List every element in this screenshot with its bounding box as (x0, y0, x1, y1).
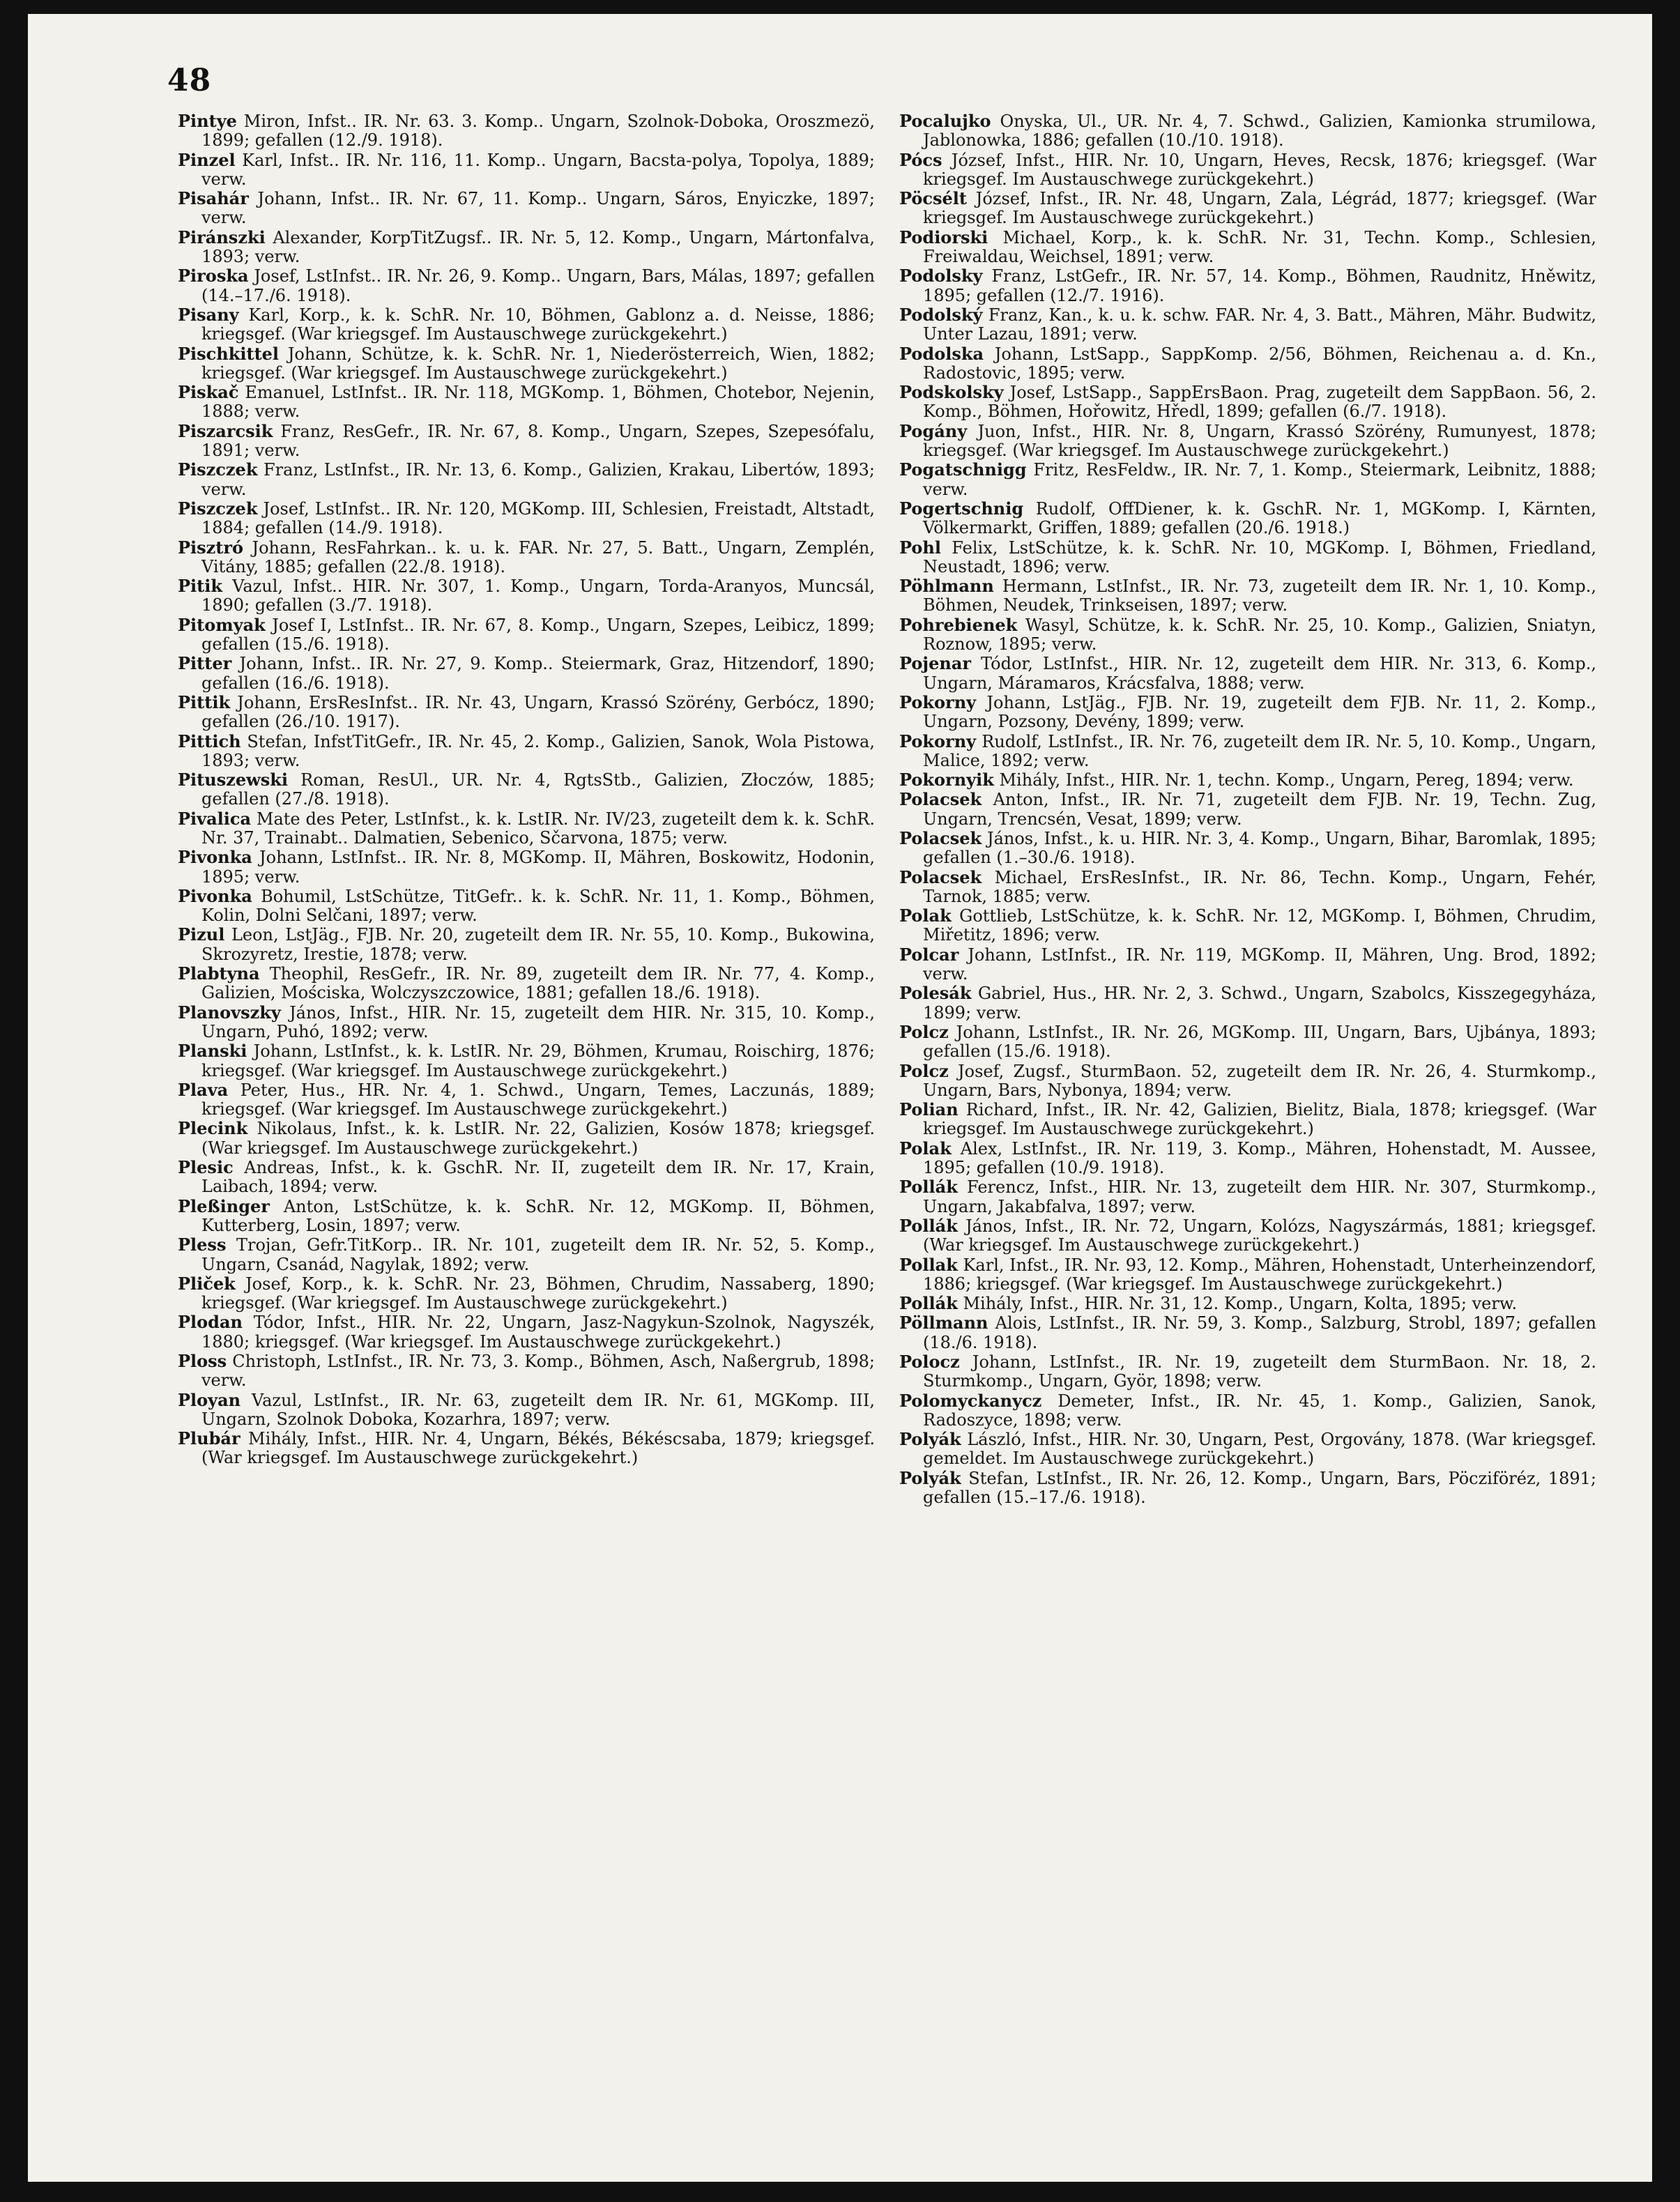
entry-details: Franz, LstInfst., IR. Nr. 13, 6. Komp., Galizien, Krakau, Libertów, 1893; verw. (201, 460, 875, 499)
entry-surname: Podolska (899, 343, 984, 364)
entry-surname: Piszarcsik (178, 420, 273, 441)
entry-surname: Pogertschnig (899, 498, 1024, 519)
entry-surname: Piroska (178, 266, 249, 286)
entry-surname: Piszczek (178, 459, 258, 480)
entry-surname: Pless (178, 1234, 227, 1255)
entry-surname: Pokorny (899, 731, 977, 751)
entry-details: Johann, LstInfst., IR. Nr. 26, MGKomp. III, Ungarn, Bars, Ujbánya, 1893; gefallen (15./6. 1918). (923, 1022, 1596, 1062)
entry-surname: Planski (178, 1041, 247, 1062)
casualty-entry (178, 1197, 875, 1236)
entry-surname: Pitik (178, 576, 222, 597)
entry-surname: Plecink (178, 1118, 248, 1139)
entry-surname: Polomyckanycz (899, 1390, 1042, 1411)
entry-surname: Pittik (178, 691, 231, 712)
casualty-entry (178, 964, 875, 1003)
casualty-entry (899, 538, 1596, 577)
entry-details: László, Infst., HIR. Nr. 30, Ungarn, Pest, Orgovány, 1878. (War kriegsgef. gemeldet. Im Austauschwege zurückgekehrt.) (923, 1430, 1596, 1469)
entry-details: Bohumil, LstSchütze, TitGefr.. k. k. SchR. Nr. 11, 1. Komp., Böhmen, Kolin, Dolni Selčani, 1897; verw. (201, 886, 875, 926)
casualty-entry (178, 344, 875, 383)
entry-details: Michael, Korp., k. k. SchR. Nr. 31, Techn. Komp., Schlesien, Freiwaldau, Weichsel, 1891; verw. (923, 227, 1596, 267)
casualty-entry (178, 383, 875, 422)
casualty-entry (899, 1352, 1596, 1391)
entry-surname: Pliček (178, 1273, 236, 1294)
left-column (178, 112, 875, 1468)
casualty-entry (899, 1062, 1596, 1101)
casualty-entry (178, 616, 875, 655)
entry-details: Juon, Infst., HIR. Nr. 8, Ungarn, Krassó Szörény, Rumunyest, 1878; kriegsgef. (War kriegsgef. Im Austauschwege zurückgekehrt.) (923, 421, 1596, 461)
casualty-entry (899, 984, 1596, 1023)
entry-details: Hermann, LstInfst., IR. Nr. 73, zugeteilt dem IR. Nr. 1, 10. Komp., Böhmen, Neudek, Trinkseisen, 1897; verw. (923, 576, 1596, 616)
casualty-entry (178, 770, 875, 809)
casualty-entry (899, 499, 1596, 538)
entry-surname: Planovszky (178, 1002, 281, 1023)
casualty-entry (899, 1100, 1596, 1139)
entry-details: Karl, Korp., k. k. SchR. Nr. 10, Böhmen, Gablonz a. d. Neisse, 1886; kriegsgef. (War kriegsgef. Im Austauschwege zurückgekehrt.) (201, 305, 875, 344)
entry-details: Vazul, Infst.. HIR. Nr. 307, 1. Komp., Ungarn, Torda-Aranyos, Muncsál, 1890; gefallen (3./7. 1918). (201, 576, 875, 616)
entry-details: János, Infst., HIR. Nr. 15, zugeteilt dem HIR. Nr. 315, 10. Komp., Ungarn, Puhó, 1892; verw. (201, 1002, 876, 1041)
entry-surname: Piskač (178, 382, 239, 403)
entry-details: Emanuel, LstInfst.. IR. Nr. 118, MGKomp. 1, Böhmen, Chotebor, Nejenin, 1888; verw. (201, 383, 875, 422)
entry-details: Michael, ErsResInfst., IR. Nr. 86, Techn. Komp., Ungarn, Fehér, Tarnok, 1885; verw. (923, 867, 1596, 906)
casualty-entry (899, 1391, 1596, 1430)
entry-surname: Pollák (899, 1215, 958, 1236)
entry-details: Johann, Infst.. IR. Nr. 27, 9. Komp.. Steiermark, Graz, Hitzendorf, 1890; gefallen (16./6. 1918). (201, 654, 875, 693)
casualty-entry (899, 1023, 1596, 1062)
entry-surname: Polcar (899, 944, 959, 965)
entry-details: Felix, LstSchütze, k. k. SchR. Nr. 10, MGKomp. I, Böhmen, Friedland, Neustadt, 1896; verw. (923, 537, 1596, 576)
casualty-entry (178, 1041, 875, 1080)
entry-details: Trojan, Gefr.TitKorp.. IR. Nr. 101, zugeteilt dem IR. Nr. 52, 5. Komp., Ungarn, Csanád, Nagylak, 1892; verw. (201, 1235, 875, 1274)
entry-details: Anton, Infst., IR. Nr. 71, zugeteilt dem FJB. Nr. 19, Techn. Zug, Ungarn, Trencsén, Vesat, 1899; verw. (923, 790, 1597, 829)
entry-details: Christoph, LstInfst., IR. Nr. 73, 3. Komp., Böhmen, Asch, Naßergrub, 1898; verw. (201, 1352, 875, 1391)
entry-surname: Pollak (899, 1254, 958, 1275)
casualty-entry (178, 1080, 875, 1119)
casualty-entry (178, 887, 875, 926)
entry-surname: Podskolsky (899, 382, 1004, 403)
entry-details: Johann, LstInfst., IR. Nr. 119, MGKomp. II, Mähren, Ung. Brod, 1892; verw. (923, 945, 1596, 984)
entry-surname: Polcz (899, 1060, 949, 1081)
casualty-entry (899, 576, 1596, 616)
casualty-entry (899, 790, 1596, 829)
entry-surname: Pintye (178, 111, 237, 131)
entry-details: Josef, LstInfst.. IR. Nr. 26, 9. Komp.. Ungarn, Bars, Málas, 1897; gefallen (14.–17./6. 1918). (201, 266, 875, 305)
entry-surname: Piránszki (178, 227, 266, 247)
entry-surname: Pivalica (178, 808, 252, 829)
entry-surname: Podolsky (899, 266, 983, 286)
entry-details: József, Infst., IR. Nr. 48, Ungarn, Zala, Légrád, 1877; kriegsgef. (War kriegsgef. Im Austauschwege zurückgekehrt.) (923, 189, 1596, 228)
entry-surname: Podiorski (899, 227, 988, 247)
entry-details: Johann, LstSapp., SappKomp. 2/56, Böhmen, Reichenau a. d. Kn., Radostovic, 1895; verw. (923, 344, 1596, 383)
entry-details: Tódor, Infst., HIR. Nr. 22, Ungarn, Jasz-Nagykun-Szolnok, Nagyszék, 1880; kriegsgef. (War kriegsgef. Im Austauschwege zurückgekehrt.) (201, 1313, 875, 1352)
entry-details: Alex, LstInfst., IR. Nr. 119, 3. Komp., Mähren, Hohenstadt, M. Aussee, 1895; gefallen (10./9. 1918). (923, 1138, 1597, 1178)
casualty-entry (899, 460, 1596, 499)
entry-details: Tódor, LstInfst., HIR. Nr. 12, zugeteilt dem HIR. Nr. 313, 6. Komp., Ungarn, Máramaros, Krácsfalva, 1888; verw. (923, 654, 1596, 693)
entry-surname: Plubár (178, 1428, 240, 1449)
entry-details: Stefan, InfstTitGefr., IR. Nr. 45, 2. Komp., Galizien, Sanok, Wola Pistowa, 1893; verw. (201, 731, 875, 770)
casualty-entry (899, 693, 1596, 732)
casualty-entry (178, 732, 875, 771)
entry-details: Wasyl, Schütze, k. k. SchR. Nr. 25, 10. Komp., Galizien, Sniatyn, Roznow, 1895; verw. (923, 615, 1596, 655)
entry-surname: Pocalujko (899, 111, 991, 131)
entry-details: Johann, LstInfst., k. k. LstIR. Nr. 29, Böhmen, Krumau, Roischirg, 1876; kriegsgef. (War kriegsgef. Im Austauschwege zurückgekehrt.) (201, 1041, 875, 1080)
entry-details: Josef, Zugsf., SturmBaon. 52, zugeteilt dem IR. Nr. 26, 4. Sturmkomp., Ungarn, Bars, Nybonya, 1894; verw. (923, 1061, 1596, 1100)
casualty-entry (178, 1274, 875, 1313)
entry-details: Alexander, KorpTitZugsf.. IR. Nr. 5, 12. Komp., Ungarn, Mártonfalva, 1893; verw. (201, 227, 875, 267)
entry-surname: Plava (178, 1079, 229, 1100)
casualty-entry (178, 538, 875, 577)
casualty-entry (899, 1216, 1596, 1255)
casualty-entry (899, 151, 1596, 190)
entry-surname: Polyák (899, 1429, 961, 1450)
book-page (28, 14, 1652, 2182)
entry-surname: Plodan (178, 1312, 243, 1333)
casualty-entry (899, 1177, 1596, 1216)
casualty-entry (899, 829, 1596, 868)
entry-details: János, Infst., k. u. HIR. Nr. 3, 4. Komp., Ungarn, Bihar, Baromlak, 1895; gefallen (1.–30./6. 1918). (923, 828, 1596, 868)
entry-surname: Pisztró (178, 537, 244, 558)
entry-details: József, Infst., HIR. Nr. 10, Ungarn, Heves, Recsk, 1876; kriegsgef. (War kriegsgef. Im Austauschwege zurückgekehrt.) (923, 150, 1596, 189)
casualty-entry (178, 1003, 875, 1042)
entry-surname: Pogány (899, 420, 968, 441)
casualty-entry (178, 112, 875, 151)
casualty-entry (899, 770, 1596, 790)
entry-surname: Polyák (899, 1467, 961, 1488)
casualty-entry (899, 906, 1596, 945)
entry-details: Richard, Infst., IR. Nr. 42, Galizien, Bielitz, Biala, 1878; kriegsgef. (War kriegsgef. Im Austauschwege zurückgekehrt.) (923, 1100, 1596, 1139)
casualty-entry (178, 848, 875, 887)
casualty-entry (899, 1294, 1596, 1313)
casualty-entry (899, 189, 1596, 228)
entry-details: Rudolf, LstInfst., IR. Nr. 76, zugeteilt dem IR. Nr. 5, 10. Komp., Ungarn, Malice, 1892; verw. (923, 731, 1596, 770)
casualty-entry (178, 1313, 875, 1352)
casualty-entry (178, 189, 875, 228)
entry-surname: Pollák (899, 1293, 958, 1314)
casualty-entry (178, 1352, 875, 1391)
entry-details: Mihály, Infst., HIR. Nr. 4, Ungarn, Békés, Békéscsaba, 1879; kriegsgef. (War kriegsgef. Im Austauschwege zurückgekehrt.) (201, 1429, 875, 1468)
entry-surname: Pischkittel (178, 343, 280, 364)
entry-details: Karl, Infst.. IR. Nr. 116, 11. Komp.. Ungarn, Bacsta-polya, Topolya, 1889; verw. (201, 150, 875, 189)
entry-surname: Pócs (899, 149, 942, 170)
entry-details: Leon, LstJäg., FJB. Nr. 20, zugeteilt dem IR. Nr. 55, 10. Komp., Bukowina, Skrozyretz, Irestie, 1878; verw. (201, 925, 875, 964)
casualty-entry (899, 422, 1596, 461)
casualty-entry (899, 112, 1596, 151)
entry-surname: Piszczek (178, 498, 258, 519)
entry-surname: Polacsek (899, 789, 982, 810)
casualty-entry (899, 945, 1596, 984)
casualty-entry (899, 1313, 1596, 1352)
casualty-entry (178, 1235, 875, 1274)
entry-details: Gabriel, Hus., HR. Nr. 2, 3. Schwd., Ungarn, Szabolcs, Kisszegegyháza, 1899; verw. (923, 984, 1596, 1023)
entry-surname: Polocz (899, 1352, 960, 1372)
entry-details: Nikolaus, Infst., k. k. LstIR. Nr. 22, Galizien, Kosów 1878; kriegsgef. (War kriegsgef. Im Austauschwege zurückgekehrt.) (201, 1119, 875, 1158)
entry-details: Miron, Infst.. IR. Nr. 63. 3. Komp.. Ungarn, Szolnok-Doboka, Oroszmezö, 1899; gefallen (12./9. 1918). (201, 112, 875, 151)
casualty-entry (899, 344, 1596, 383)
entry-surname: Pleßinger (178, 1195, 270, 1216)
entry-details: Alois, LstInfst., IR. Nr. 59, 3. Komp., Salzburg, Strobl, 1897; gefallen (18./6. 1918). (923, 1313, 1596, 1352)
entry-surname: Ploss (178, 1351, 227, 1371)
casualty-entry (899, 732, 1596, 771)
entry-details: Roman, ResUl., UR. Nr. 4, RgtsStb., Galizien, Złoczów, 1885; gefallen (27./8. 1918). (201, 770, 875, 809)
entry-details: Johann, ResFahrkan.. k. u. k. FAR. Nr. 27, 5. Batt., Ungarn, Zemplén, Vitány, 1885; gefallen (22./8. 1918). (201, 537, 875, 576)
casualty-entry (178, 693, 875, 732)
entry-surname: Ployan (178, 1389, 241, 1410)
entry-details: Ferencz, Infst., HIR. Nr. 13, zugeteilt dem HIR. Nr. 307, Sturmkomp., Ungarn, Jakabfalva, 1897; verw. (923, 1177, 1596, 1216)
entry-surname: Pokorny (899, 691, 977, 712)
entry-surname: Polak (899, 905, 952, 926)
entry-details: Franz, Kan., k. u. k. schw. FAR. Nr. 4, 3. Batt., Mähren, Mähr. Budwitz, Unter Lazau, 1891; verw. (923, 305, 1596, 344)
entry-details: Johann, Infst.. IR. Nr. 67, 11. Komp.. Ungarn, Sáros, Enyiczke, 1897; verw. (201, 189, 875, 228)
entry-surname: Pisahár (178, 188, 249, 209)
entry-details: Karl, Infst., IR. Nr. 93, 12. Komp., Mähren, Hohenstadt, Unterheinzendorf, 1886; kriegsgef. (War kriegsgef. Im Austauschwege zurückgekehrt.) (923, 1255, 1596, 1294)
entry-details: Johann, LstInfst.. IR. Nr. 8, MGKomp. II, Mähren, Boskowitz, Hodonin, 1895; verw. (201, 848, 875, 887)
casualty-entry (178, 151, 875, 190)
entry-details: Peter, Hus., HR. Nr. 4, 1. Schwd., Ungarn, Temes, Laczunás, 1889; kriegsgef. (War kriegsgef. Im Austauschwege zurückgekehrt.) (201, 1080, 876, 1119)
entry-surname: Pohrebienek (899, 614, 1018, 635)
right-column (899, 112, 1596, 1507)
casualty-entry (899, 1255, 1596, 1294)
casualty-entry (899, 228, 1596, 267)
entry-details: Anton, LstSchütze, k. k. SchR. Nr. 12, MGKomp. II, Böhmen, Kutterberg, Losin, 1897; verw. (201, 1196, 875, 1235)
entry-surname: Pöhlmann (899, 576, 994, 597)
casualty-entry (899, 616, 1596, 655)
entry-surname: Pittich (178, 731, 241, 751)
entry-details: Josef, Korp., k. k. SchR. Nr. 23, Böhmen, Chrudim, Nassaberg, 1890; kriegsgef. (War kriegsgef. Im Austauschwege zurückgekehrt.) (201, 1274, 875, 1313)
entry-surname: Plabtyna (178, 963, 260, 984)
entry-surname: Pokornyik (899, 770, 994, 790)
entry-surname: Plesic (178, 1157, 234, 1178)
casualty-entry (178, 460, 875, 499)
entry-details: Andreas, Infst., k. k. GschR. Nr. II, zugeteilt dem IR. Nr. 17, Krain, Laibach, 1894; verw. (201, 1158, 875, 1197)
casualty-entry (899, 654, 1596, 693)
page-number: 48 (167, 63, 212, 98)
entry-details: Josef, LstSapp., SappErsBaon. Prag, zugeteilt dem SappBaon. 56, 2. Komp., Böhmen, Hořowitz, Hředl, 1899; gefallen (6./7. 1918). (923, 383, 1596, 422)
casualty-entry (899, 383, 1596, 422)
entry-surname: Pizul (178, 924, 225, 945)
entry-surname: Pojenar (899, 653, 972, 674)
entry-details: Franz, ResGefr., IR. Nr. 67, 8. Komp., Ungarn, Szepes, Szepesófalu, 1891; verw. (201, 421, 875, 461)
entry-details: Josef, LstInfst.. IR. Nr. 120, MGKomp. III, Schlesien, Freistadt, Altstadt, 1884; gefallen (14./9. 1918). (201, 498, 875, 538)
entry-surname: Polak (899, 1138, 952, 1159)
entry-surname: Pogatschnigg (899, 459, 1027, 480)
casualty-entry (899, 868, 1596, 907)
casualty-entry (178, 228, 875, 267)
casualty-entry (899, 266, 1596, 305)
entry-details: Onyska, Ul., UR. Nr. 4, 7. Schwd., Galizien, Kamionka strumilowa, Jablonowka, 1886; gefallen (10./10. 1918). (923, 112, 1596, 151)
entry-details: Fritz, ResFeldw., IR. Nr. 7, 1. Komp., Steiermark, Leibnitz, 1888; verw. (923, 460, 1596, 499)
entry-details: János, Infst., IR. Nr. 72, Ungarn, Kolózs, Nagyszármás, 1881; kriegsgef. (War kriegsgef. Im Austauschwege zurückgekehrt.) (923, 1216, 1596, 1255)
casualty-entry (178, 1119, 875, 1158)
casualty-entry (178, 1158, 875, 1197)
casualty-entry (899, 1469, 1596, 1508)
casualty-entry (899, 1430, 1596, 1469)
entry-surname: Pöcsélt (899, 188, 968, 209)
entry-surname: Pitter (178, 653, 232, 674)
entry-surname: Pivonka (178, 847, 252, 868)
entry-details: Mihály, Infst., HIR. Nr. 1, techn. Komp., Ungarn, Pereg, 1894; verw. (999, 770, 1574, 790)
entry-surname: Podolský (899, 304, 983, 325)
entry-details: Johann, LstJäg., FJB. Nr. 19, zugeteilt dem FJB. Nr. 11, 2. Komp., Ungarn, Pozsony, Devény, 1899; verw. (923, 692, 1596, 732)
entry-details: Johann, ErsResInfst.. IR. Nr. 43, Ungarn, Krassó Szörény, Gerbócz, 1890; gefallen (26./10. 1917). (201, 692, 875, 732)
casualty-entry (178, 266, 875, 305)
entry-details: Rudolf, OffDiener, k. k. GschR. Nr. 1, MGKomp. I, Kärnten, Völkermarkt, Griffen, 1889; gefallen (20./6. 1918.) (923, 498, 1596, 538)
casualty-entry (178, 654, 875, 693)
entry-surname: Polcz (899, 1021, 949, 1042)
casualty-entry (899, 305, 1596, 344)
entry-details: Johann, LstInfst., IR. Nr. 19, zugeteilt dem SturmBaon. Nr. 18, 2. Sturmkomp., Ungarn, Györ, 1898; verw. (923, 1352, 1596, 1391)
entry-details: Vazul, LstInfst., IR. Nr. 63, zugeteilt dem IR. Nr. 61, MGKomp. III, Ungarn, Szolnok Doboka, Kozarhra, 1897; verw. (201, 1390, 875, 1429)
entry-surname: Polesák (899, 983, 972, 1004)
entry-surname: Pollák (899, 1177, 958, 1198)
entry-surname: Polacsek (899, 827, 982, 848)
entry-details: Theophil, ResGefr., IR. Nr. 89, zugeteilt dem IR. Nr. 77, 4. Komp., Galizien, Mościska, Wolczyszczowice, 1881; gefallen 18./6. 1918). (201, 964, 875, 1003)
entry-surname: Polacsek (899, 866, 982, 887)
casualty-entry (178, 305, 875, 344)
entry-surname: Polian (899, 1099, 959, 1120)
casualty-entry (178, 576, 875, 616)
casualty-entry (178, 1391, 875, 1430)
entry-surname: Pituszewski (178, 770, 289, 790)
entry-details: Stefan, LstInfst., IR. Nr. 26, 12. Komp., Ungarn, Bars, Pöcziföréz, 1891; gefallen (15.–17./6. 1918). (923, 1468, 1596, 1508)
casualty-entry (178, 422, 875, 461)
entry-surname: Pisany (178, 304, 239, 325)
entry-details: Mihály, Infst., HIR. Nr. 31, 12. Komp., Ungarn, Kolta, 1895; verw. (963, 1294, 1518, 1314)
entry-surname: Pohl (899, 537, 941, 558)
casualty-entry (178, 1429, 875, 1468)
entry-details: Demeter, Infst., IR. Nr. 45, 1. Komp., Galizien, Sanok, Radoszyce, 1898; verw. (923, 1391, 1596, 1430)
casualty-entry (178, 925, 875, 964)
entry-surname: Pitomyak (178, 614, 266, 635)
casualty-entry (899, 1139, 1596, 1178)
entry-details: Mate des Peter, LstInfst., k. k. LstIR. Nr. IV/23, zugeteilt dem k. k. SchR. Nr. 37, Trainabt.. Dalmatien, Sebenico, Sčarvona, 1875; verw. (201, 809, 876, 848)
entry-surname: Pivonka (178, 885, 252, 906)
entry-details: Franz, LstGefr., IR. Nr. 57, 14. Komp., Böhmen, Raudnitz, Hněwitz, 1895; gefallen (12./7. 1916). (923, 266, 1596, 305)
entry-details: Johann, Schütze, k. k. SchR. Nr. 1, Niederösterreich, Wien, 1882; kriegsgef. (War kriegsgef. Im Austauschwege zurückgekehrt.) (201, 344, 875, 383)
entry-details: Gottlieb, LstSchütze, k. k. SchR. Nr. 12, MGKomp. I, Böhmen, Chrudim, Miřetitz, 1896; verw. (923, 906, 1596, 945)
casualty-entry (178, 809, 875, 848)
entry-surname: Pöllmann (899, 1313, 988, 1333)
entry-surname: Pinzel (178, 149, 236, 170)
casualty-entry (178, 499, 875, 538)
entry-details: Josef I, LstInfst.. IR. Nr. 67, 8. Komp., Ungarn, Szepes, Leibicz, 1899; gefallen (15./6. 1918). (201, 615, 875, 655)
